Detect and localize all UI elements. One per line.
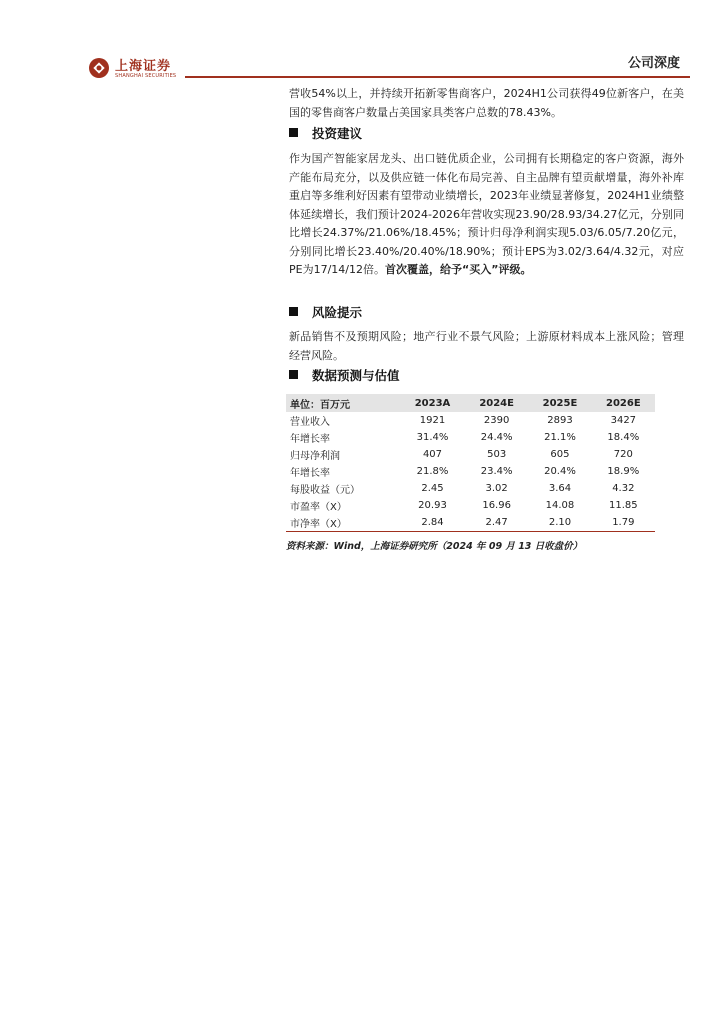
header-divider <box>185 76 690 78</box>
table-cell: 2.84 <box>400 514 465 532</box>
header-cell: 2023A <box>400 394 465 412</box>
table-cell: 18.4% <box>607 432 640 443</box>
report-type-label: 公司深度 <box>627 56 680 71</box>
table-cell: 21.8% <box>416 466 449 477</box>
table-row <box>286 412 655 429</box>
forecast-table <box>286 394 655 532</box>
table-row <box>286 497 655 514</box>
header-cell: 2024E <box>465 394 528 412</box>
source-note: 资料来源：Wind，上海证券研究所（2024 年 09 月 13 日收盘价） <box>286 541 583 552</box>
investment-paragraph <box>289 150 684 280</box>
table-cell: 2.10 <box>528 514 591 532</box>
risk-block <box>289 328 684 365</box>
intro-paragraph: 营收54%以上，并持续开拓新零售商客户，2024H1公司获得49位新客户，在美国的零售商客户数量占美国家具类客户总数的78.43%。 <box>289 87 684 119</box>
table-cell: 2390 <box>483 415 510 426</box>
table-cell: 605 <box>550 449 570 460</box>
table-cell: 503 <box>487 449 507 460</box>
row-label: 每股收益（元） <box>290 485 360 496</box>
table-row <box>286 429 655 446</box>
table-cell: 720 <box>613 449 633 460</box>
table-cell: 14.08 <box>545 500 575 511</box>
investment-heading <box>289 124 362 142</box>
table-row <box>286 463 655 480</box>
investment-body: 作为国产智能家居龙头、出口链优质企业，公司拥有长期稳定的客户资源，海外产能布局充分，以及供应链一体化布局完善、自主品牌有望贡献增量，海外补库重启等多维利好因素有望带动业绩增长，2023年业绩显著修复，2024H1业绩整体延续增长，我们预计2024-2026年营收实现23.90/28.93/34.27亿元，分别同比增长24.37%/21.06%/18.45%；预计归母净利润实现5.03/6.05/7.20亿元，分别同比增长23.40%/20.40%/18.90%；预计EPS为3.02/3.64/4.32元，对应PE为17/14/12倍。 <box>289 152 684 276</box>
row-label: 营业收入 <box>290 417 330 428</box>
table-cell: 20.4% <box>544 466 576 477</box>
table-cell: 1.79 <box>592 514 655 532</box>
section-bullet-icon <box>289 370 298 379</box>
row-label: 年增长率 <box>290 468 330 479</box>
rating-conclusion: 首次覆盖，给予“买入”评级。 <box>385 263 532 276</box>
table-row <box>286 514 655 532</box>
section-bullet-icon <box>289 307 298 316</box>
risk-heading <box>289 303 362 321</box>
header-cell: 单位：百万元 <box>286 394 400 412</box>
table-cell: 21.1% <box>544 432 576 443</box>
table-cell: 16.96 <box>482 500 511 511</box>
table-cell: 3.02 <box>485 483 508 494</box>
forecast-heading <box>289 366 400 384</box>
table-cell: 2.47 <box>465 514 528 532</box>
table-cell: 31.4% <box>416 432 449 443</box>
row-label: 归母净利润 <box>290 451 340 462</box>
table-cell: 2.45 <box>421 483 444 494</box>
investment-title: 投资建议 <box>312 126 363 141</box>
table-header-row <box>286 394 655 412</box>
table-row <box>286 480 655 497</box>
table-cell: 18.9% <box>607 466 640 477</box>
intro-block <box>289 85 684 122</box>
table-row <box>286 446 655 463</box>
table-cell: 3.64 <box>548 483 572 494</box>
header-cell: 2025E <box>528 394 591 412</box>
table-cell: 20.93 <box>418 500 447 511</box>
row-label: 市盈率（X） <box>290 502 347 513</box>
table-cell: 4.32 <box>612 483 635 494</box>
table-cell: 24.4% <box>480 432 513 443</box>
section-bullet-icon <box>289 128 298 137</box>
table-cell: 407 <box>422 449 443 460</box>
header-cell: 2026E <box>592 394 655 412</box>
row-label: 市净率（X） <box>286 514 400 532</box>
investment-block <box>289 150 684 280</box>
logo-subtitle: SHANGHAI SECURITIES <box>115 73 177 79</box>
logo-emblem-icon <box>88 57 110 79</box>
table-cell: 1921 <box>419 415 446 426</box>
table-cell: 2893 <box>547 415 573 426</box>
logo-name: 上海证券 <box>115 59 172 74</box>
risk-title: 风险提示 <box>312 305 363 320</box>
table-cell: 3427 <box>610 415 637 426</box>
table-cell: 23.4% <box>480 466 513 477</box>
table-cell: 11.85 <box>609 500 638 511</box>
risk-paragraph: 新品销售不及预期风险；地产行业不景气风险；上游原材料成本上涨风险；管理经营风险。 <box>289 330 684 362</box>
forecast-title: 数据预测与估值 <box>312 368 400 383</box>
row-label: 年增长率 <box>290 434 330 445</box>
